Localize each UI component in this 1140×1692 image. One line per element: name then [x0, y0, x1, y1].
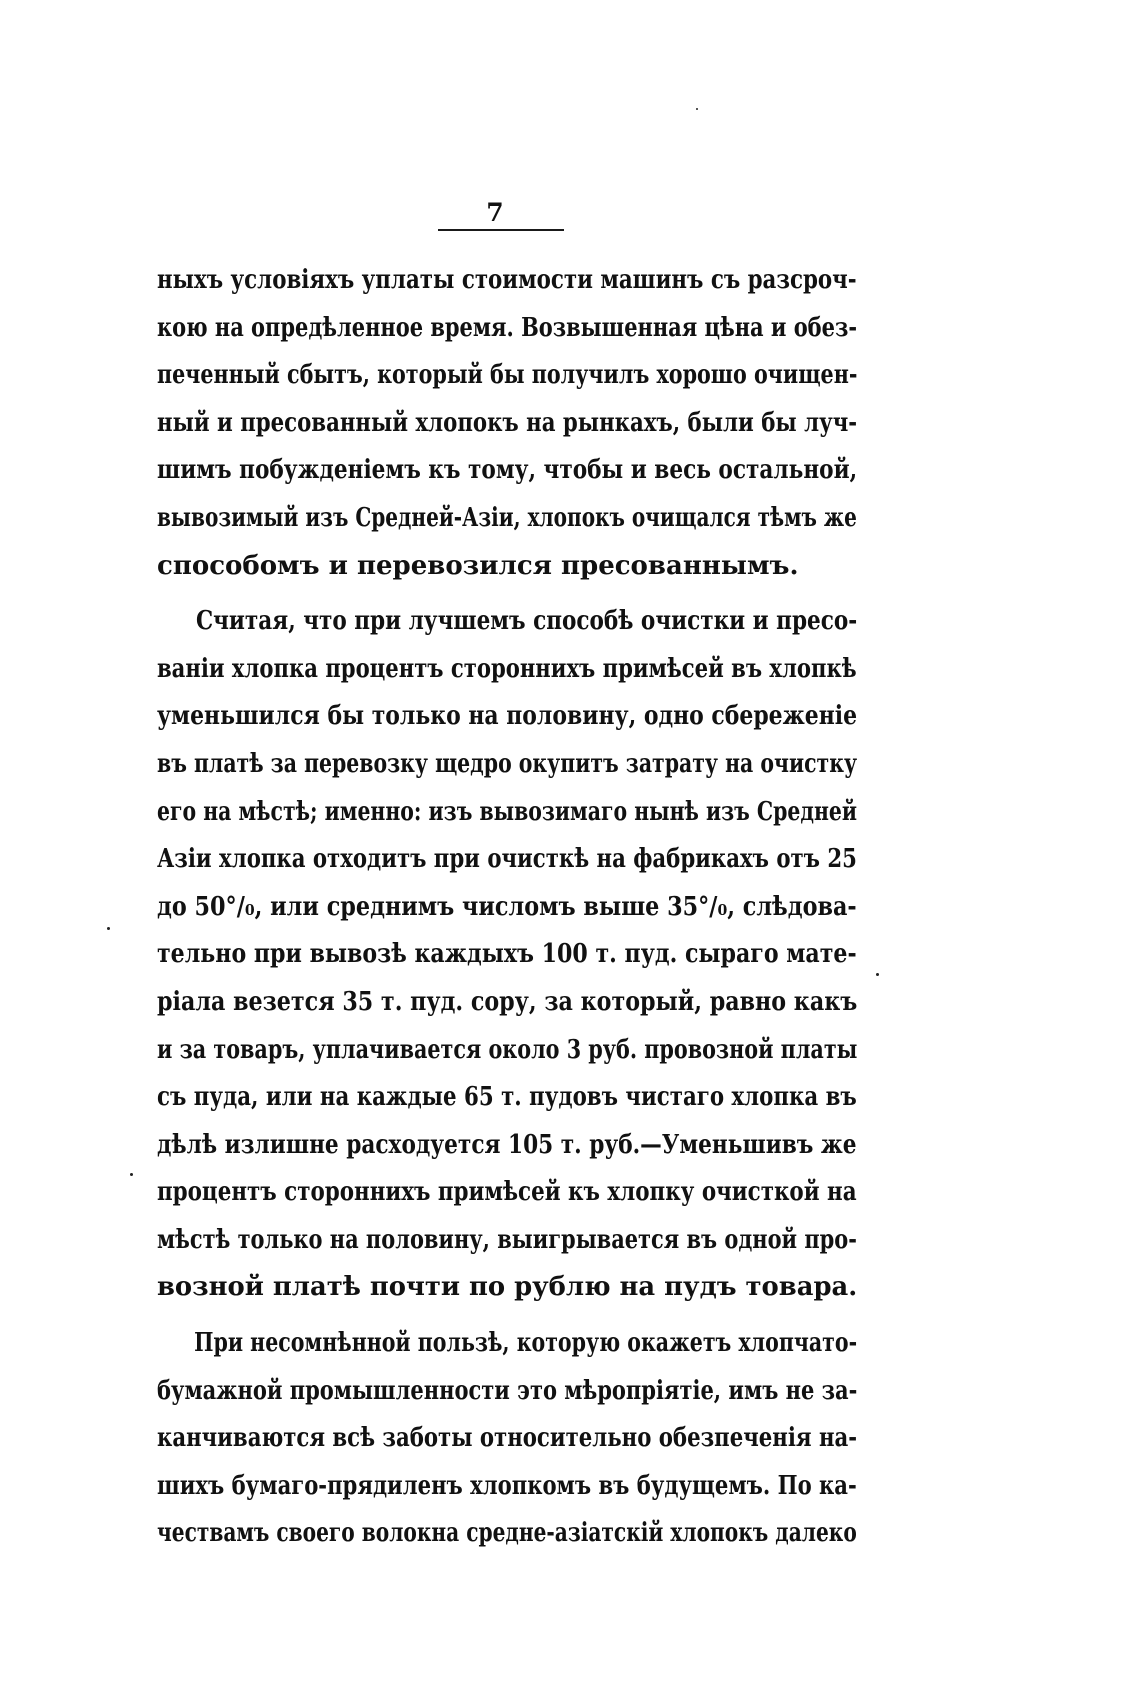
print-speck: [876, 973, 879, 976]
text-line: мѣстѣ только на половину, выигрывается въ одной про-: [157, 1224, 857, 1255]
print-speck: [696, 108, 698, 110]
page-number: 7: [486, 198, 504, 227]
text-line: съ пуда, или на каждые 65 т. пудовъ чистаго хлопка въ: [157, 1082, 857, 1113]
text-line: шимъ побужденіемъ къ тому, чтобы и весь остальной,: [157, 455, 858, 486]
paragraph-2: [157, 598, 857, 1312]
body-text: [157, 257, 857, 1558]
print-speck: [107, 927, 110, 930]
text-line: его на мѣстѣ; именно: изъ вывозимаго нынѣ изъ Средней: [157, 796, 858, 827]
text-line: и за товаръ, уплачивается около 3 руб. провозной платы: [157, 1034, 858, 1065]
text-line: печенный сбытъ, который бы получилъ хорошо очищен-: [157, 360, 858, 391]
text-line: вывозимый изъ Средней-Азіи, хлопокъ очищался тѣмъ же: [157, 502, 857, 533]
paragraph-1: [157, 257, 857, 590]
text-line: Азіи хлопка отходитъ при очисткѣ на фабрикахъ отъ 25: [157, 844, 857, 875]
text-line: уменьшился бы только на половину, одно сбереженіе: [157, 701, 858, 732]
text-line: процентъ стороннихъ примѣсей къ хлопку очисткой на: [157, 1177, 857, 1208]
print-speck: [130, 1173, 133, 1176]
paragraph-3: [157, 1320, 857, 1558]
text-line: шихъ бумаго-прядиленъ хлопкомъ въ будущемъ. По ка-: [157, 1470, 857, 1501]
text-line: способомъ и перевозился пресованнымъ.: [157, 550, 799, 581]
text-line: бумажной промышленности это мѣропріятіе, имъ не за-: [157, 1375, 858, 1406]
text-line: чествамъ своего волокна средне-азіатскій хлопокъ далеко: [157, 1518, 857, 1549]
text-line: кою на опредѣленное время. Возвышенная цѣна и обез-: [157, 312, 857, 343]
text-line: ный и пресованный хлопокъ на рынкахъ, были бы луч-: [157, 407, 858, 438]
text-line: возной платѣ почти по рублю на пудъ товара.: [157, 1272, 857, 1303]
page-number-rule: [438, 229, 564, 231]
text-line: ныхъ условіяхъ уплаты стоимости машинъ съ разсроч-: [157, 265, 857, 295]
text-line: При несомнѣнной пользѣ, которую окажетъ хлопчато-: [194, 1328, 858, 1359]
text-line: ріала везется 35 т. пуд. сору, за который, равно какъ: [157, 986, 858, 1017]
text-line: ваніи хлопка процентъ стороннихъ примѣсей въ хлопкѣ: [157, 653, 857, 684]
text-line: тельно при вывозѣ каждыхъ 100 т. пуд. сыраго мате-: [157, 939, 857, 970]
text-line: въ платѣ за перевозку щедро окупитъ затрату на очистку: [157, 748, 857, 779]
text-line: Считая, что при лучшемъ способѣ очистки и пресо-: [195, 606, 858, 637]
text-line: канчиваются всѣ заботы относительно обезпеченія на-: [157, 1423, 857, 1454]
text-line: до 50°/₀, или среднимъ числомъ выше 35°/₀, слѣдова-: [157, 891, 857, 922]
text-line: дѣлѣ излишне расходуется 105 т. руб.—Уменьшивъ же: [157, 1129, 857, 1160]
